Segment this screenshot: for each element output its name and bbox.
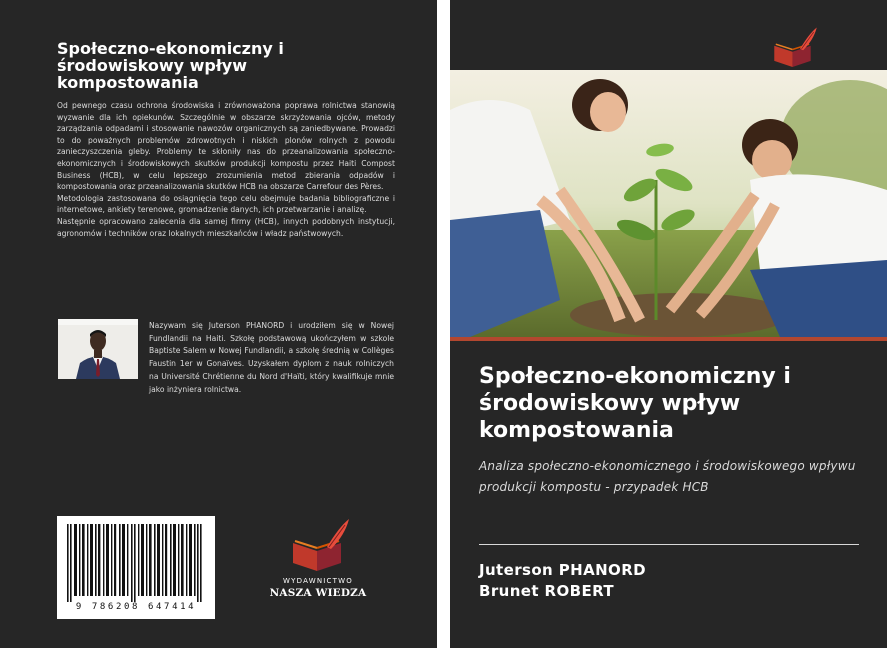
cover-photo: [450, 70, 887, 337]
author-bio: Nazywam się Juterson PHANORD i urodziłem się w Nowej Fundlandii na Haiti. Szkołę podstawową ukończyłem w szkole Baptiste Salem w Nowej Fundlandii, a szkołę średnią w Collèges Faustin 1er w Gonaïves. Uzyskałem dyplom z nauk rolniczych na Université Chrétienne du Nord d'Haïti, który kwalifikuje mnie jako inżyniera rolnictwa.: [149, 321, 394, 394]
back-cover-title: Społeczno-ekonomiczny i środowiskowy wpływ kompostowania: [57, 39, 284, 92]
front-cover: [450, 0, 887, 648]
back-publisher-logo: [263, 517, 373, 602]
blurb-paragraph: Następnie opracowano zalecenia dla samej firmy (HCB), innych podobnych instytucji, agronomów i techników oraz lokalnych mieszkańców i władz państwowych.: [57, 216, 395, 238]
spine-gap: [437, 0, 450, 648]
divider: [479, 544, 859, 545]
blurb-paragraph: Od pewnego czasu ochrona środowiska i zrównoważona poprawa rolnictwa stanowią wyzwanie dla ich opiekunów. Szczególnie w obszarze skrzyżowania ojców, metody zarządzania odpadami i stosowanie nawozów organicznych są zaniedbywane. Prowadzi to do poważnych problemów zdrowotnych i niskich plonów rolnych z powodu zanieczyszczenia gleby. Problemy te skłoniły nas do przeanalizowania społeczno-ekonomicznych i środowiskowych skutków produkcji kompostu przez Haiti Compost Business (HCB), w celu lepszego zrozumienia metod zbierania odpadów i kompostowania oraz przeanalizowania skutków HCB na obszarze Carrefour des Pères.: [57, 101, 395, 192]
isbn-barcode: [57, 516, 215, 619]
author-name: Juterson PHANORD: [479, 561, 646, 579]
front-cover-subtitle: Analiza społeczno-ekonomicznego i środowiskowego wpływu produkcji kompostu - przypadek HCB: [479, 459, 856, 494]
book-quill-logo-icon: [287, 517, 351, 575]
author-name: Brunet ROBERT: [479, 582, 615, 600]
isbn-number: 9 786208 647414: [75, 602, 197, 612]
book-quill-logo-icon: [768, 26, 820, 70]
publisher-line1: WYDAWNICTWO: [283, 577, 353, 585]
blurb-paragraph: Metodologia zastosowana do osiągnięcia tego celu obejmuje badania bibliograficzne i internetowe, ankiety terenowe, gromadzenie danych, ich przetwarzanie i analizę.: [57, 193, 395, 215]
publisher-line2: NASZA WIEDZA: [269, 587, 367, 599]
barcode-bars: [61, 524, 211, 602]
author-photo: [58, 319, 138, 379]
front-cover-title: Społeczno-ekonomiczny i środowiskowy wpływ kompostowania: [479, 364, 791, 443]
accent-stripe: [450, 337, 887, 341]
back-cover-blurb: [57, 100, 395, 239]
back-cover: [0, 0, 437, 648]
